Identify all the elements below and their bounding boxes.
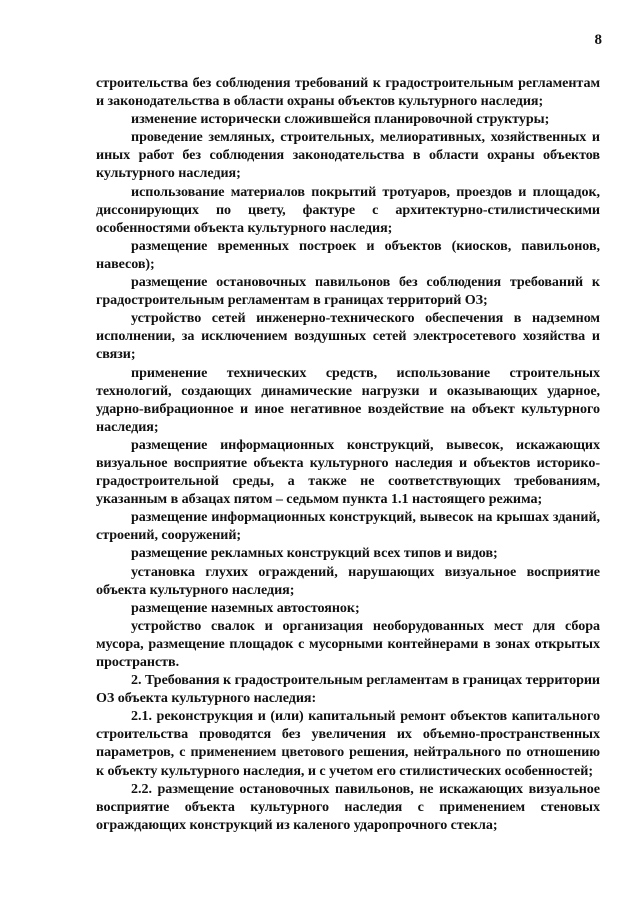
paragraph-historic-structure: изменение исторически сложившейся планировочной структуры; (131, 111, 550, 128)
paragraph-parking: размещение наземных автостоянок; (131, 599, 360, 616)
paragraph-utility-networks: устройство сетей инженерно-технического обеспечения в надземном исполнении, за исключением воздушных сетей электросетевого хозяйства и связи; (96, 310, 600, 363)
paragraph-dumps: устройство свалок и организация необорудованных мест для сбора мусора, размещение площадок с мусорными контейнерами в зонах открытых пространств. (96, 617, 600, 670)
section-heading-2: 2. Требования к градостроительным регламентам в границах территории ОЗ объекта культурного наследия: (96, 672, 600, 707)
paragraph-earthworks: проведение земляных, строительных, мелиоративных, хозяйственных и иных работ без соблюдения законодательства в области охраны объектов культурного наследия; (96, 129, 600, 182)
paragraph-bus-stops: размещение остановочных павильонов без соблюдения требований к градостроительным регламентам в границах территорий ОЗ; (96, 274, 600, 309)
paragraph-temporary-structures: размещение временных построек и объектов (киосков, павильонов, навесов); (96, 237, 600, 272)
paragraph-technical-means: применение технических средств, использование строительных технологий, создающих динамические нагрузки и оказывающих ударное, ударно-вибрационное и иное негативное воздействие на объект культурного наследия; (96, 364, 600, 435)
document-body (96, 74, 600, 834)
paragraph-advertising: размещение рекламных конструкций всех типов и видов; (131, 545, 498, 562)
paragraph-continuation: строительства без соблюдения требований к градостроительным регламентам и законодательства в области охраны объектов культурного наследия; (96, 75, 600, 110)
page-number: 8 (594, 32, 602, 48)
paragraph-information-signs: размещение информационных конструкций, вывесок, искажающих визуальное восприятие объекта культурного наследия и объектов историко-градостроительной среды, а также не соответствующих требованиям, указанным в абзацах пятом – седьмом пункта 1.1 настоящего режима; (96, 436, 600, 508)
clause-2-1: 2.1. реконструкция и (или) капитальный ремонт объектов капитального строительства проводятся без увеличения их объемно-пространственных параметров, с применением цветового решения, нейтрального по отношению к объекту культурного наследия, и с учетом его стилистических особенностей; (96, 708, 600, 779)
paragraph-roof-signs: размещение информационных конструкций, вывесок на крышах зданий, строений, сооружений; (96, 509, 600, 544)
clause-2-2: 2.2. размещение остановочных павильонов, не искажающих визуальное восприятие объекта культурного наследия с применением стеновых ограждающих конструкций из каленого ударопрочного стекла; (96, 780, 600, 833)
paragraph-solid-fences: установка глухих ограждений, нарушающих визуальное восприятие объекта культурного наследия; (96, 563, 600, 598)
paragraph-pavement-materials: использование материалов покрытий тротуаров, проездов и площадок, диссонирующих по цвету, фактуре с архитектурно-стилистическими особенностями объекта культурного наследия; (96, 183, 600, 236)
